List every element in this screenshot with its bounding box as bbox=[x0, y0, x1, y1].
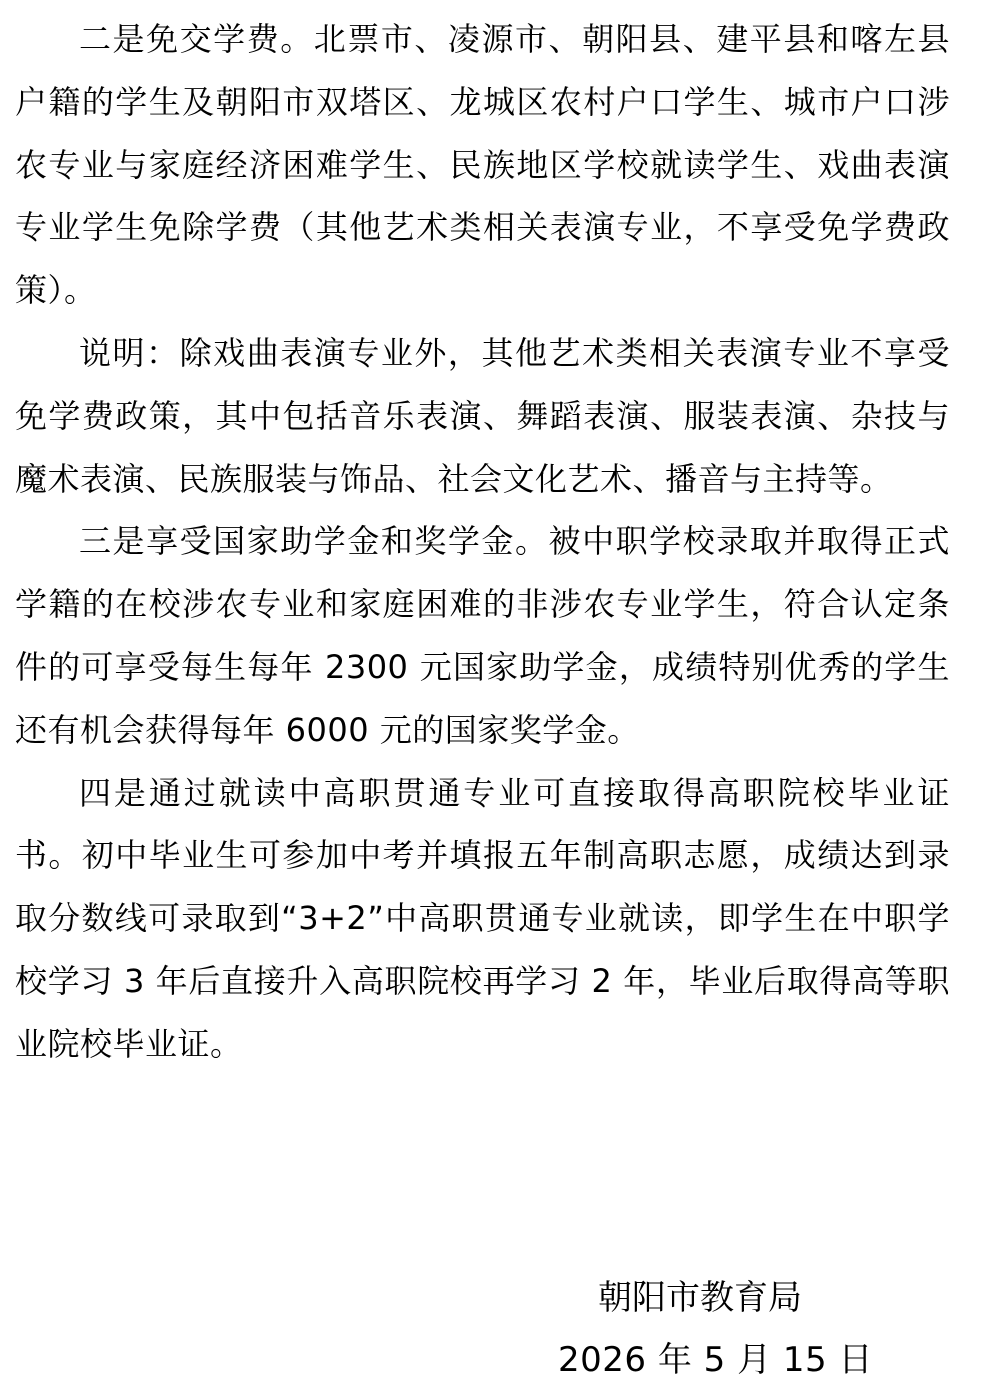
paragraph-note: 说明：除戏曲表演专业外，其他艺术类相关表演专业不享受免学费政策，其中包括音乐表演、舞蹈表演、服装表演、杂技与魔术表演、民族服装与饰品、社会文化艺术、播音与主持等。 bbox=[15, 333, 950, 498]
document-body bbox=[15, 8, 950, 1076]
signature-organization: 朝阳市教育局 bbox=[598, 1278, 802, 1318]
paragraph-vocational-pathway: 四是通过就读中高职贯通专业可直接取得高职院校毕业证书。初中毕业生可参加中考并填报五年制高职志愿，成绩达到录取分数线可录取到“3+2”中高职贯通专业就读，即学生在中职学校学习 3 年后直接升入高职院校再学习 2 年，毕业后取得高等职业院校毕业证。 bbox=[15, 773, 950, 1063]
signature-date: 2026 年 5 月 15 日 bbox=[558, 1340, 873, 1380]
paragraph-grants-scholarships: 三是享受国家助学金和奖学金。被中职学校录取并取得正式学籍的在校涉农专业和家庭困难的非涉农专业学生，符合认定条件的可享受每生每年 2300 元国家助学金，成绩特别优秀的学生还有机会获得每年 6000 元的国家奖学金。 bbox=[15, 522, 950, 749]
paragraph-tuition-exemption: 二是免交学费。北票市、凌源市、朝阳县、建平县和喀左县户籍的学生及朝阳市双塔区、龙城区农村户口学生、城市户口涉农专业与家庭经济困难学生、民族地区学校就读学生、戏曲表演专业学生免除学费（其他艺术类相关表演专业，不享受免学费政策）。 bbox=[15, 20, 950, 310]
